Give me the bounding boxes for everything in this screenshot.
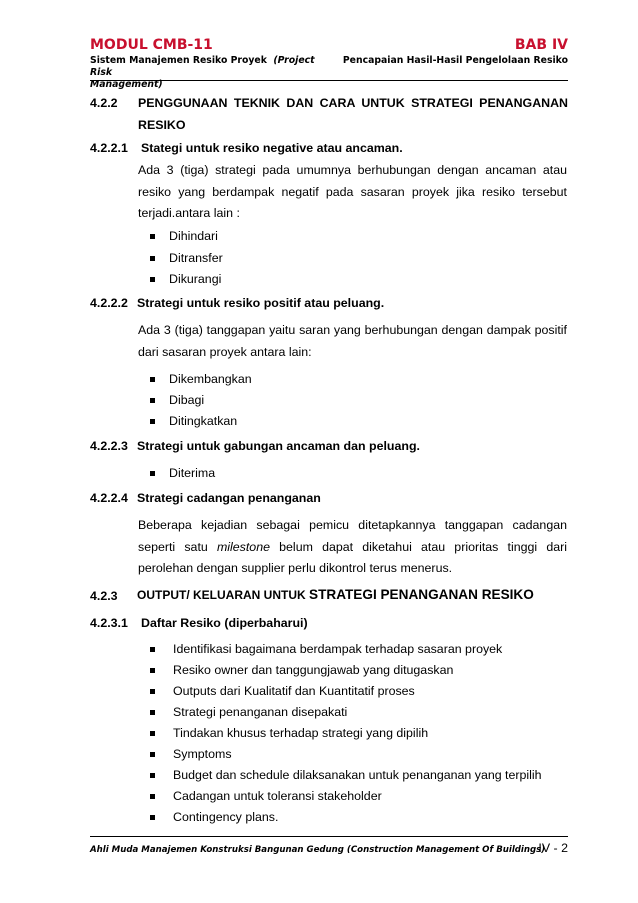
subsection-title: Stategi untuk resiko negative atau ancaman. xyxy=(141,141,403,155)
bullet-icon xyxy=(150,668,155,673)
subsection-title: Strategi untuk gabungan ancaman dan peluang. xyxy=(137,439,420,453)
bullet-icon xyxy=(150,689,155,694)
bullet-icon xyxy=(150,398,155,403)
page-number: IV - 2 xyxy=(538,841,568,855)
list-item: Symptoms xyxy=(173,747,232,761)
header-subtitle-left-b: (Project Risk xyxy=(90,55,315,78)
bullet-icon xyxy=(150,794,155,799)
section-title-line2: RESIKO xyxy=(138,118,186,132)
list-item: Tindakan khusus terhadap strategi yang dipilih xyxy=(173,726,429,740)
paragraph-part: belum dapat diketahui atau prioritas tinggi dari perolehan dengan supplier perlu dikontrol terus menerus. xyxy=(138,539,567,575)
chapter-title: BAB IV xyxy=(514,37,568,53)
list-item: Ditingkatkan xyxy=(169,414,238,428)
subsection-number: 4.2.2.3 xyxy=(90,439,128,453)
subsection-title: Strategi untuk resiko positif atau peluang. xyxy=(137,296,385,310)
paragraph: Ada 3 (tiga) strategi pada umumnya berhubungan dengan ancaman atau resiko yang berdampak negatif pada sasaran proyek jika resiko tersebut terjadi.antara lain : xyxy=(138,163,567,220)
header-subtitle-left-a: Sistem Manajemen Resiko Proyek xyxy=(90,55,274,66)
bullet-icon xyxy=(150,256,155,261)
header-subtitle-left xyxy=(90,55,320,91)
header-rule xyxy=(90,80,568,81)
bullet-icon xyxy=(150,710,155,715)
list-item: Dikurangi xyxy=(169,272,222,286)
list-item: Cadangan untuk toleransi stakeholder xyxy=(173,789,382,803)
subsection-number: 4.2.2.4 xyxy=(90,491,128,505)
bullet-icon xyxy=(150,815,155,820)
subsection-title: Daftar Resiko (diperbaharui) xyxy=(141,616,308,630)
header-subtitle-right: Pencapaian Hasil-Hasil Pengelolaan Resiko xyxy=(342,55,568,66)
bullet-icon xyxy=(150,419,155,424)
list-item: Dikembangkan xyxy=(169,372,252,386)
bullet-icon xyxy=(150,377,155,382)
section-number: 4.2.2 xyxy=(90,96,118,110)
list-item: Ditransfer xyxy=(169,251,223,265)
list-item: Dibagi xyxy=(169,393,205,407)
subsection-number: 4.2.3.1 xyxy=(90,616,128,630)
section-title-small: OUTPUT/ KELUARAN UNTUK xyxy=(137,588,309,602)
bullet-icon xyxy=(150,773,155,778)
bullet-icon xyxy=(150,471,155,476)
module-title: MODUL CMB-11 xyxy=(90,37,213,53)
list-item: Budget dan schedule dilaksanakan untuk penanganan yang terpilih xyxy=(173,768,542,782)
section-title-large: STRATEGI PENANGANAN RESIKO xyxy=(309,587,534,602)
subsection-number: 4.2.2.2 xyxy=(90,296,128,310)
milestone-term: milestone xyxy=(216,539,270,554)
list-item: Dihindari xyxy=(169,229,218,243)
bullet-icon xyxy=(150,647,155,652)
subsection-title: Strategi cadangan penanganan xyxy=(137,491,321,505)
section-title-line1: PENGGUNAAN TEKNIK DAN CARA UNTUK STRATEGI PENANGANAN xyxy=(138,96,568,110)
bullet-icon xyxy=(150,234,155,239)
header-subtitle-left-c: Management) xyxy=(90,79,163,90)
section-title xyxy=(137,587,534,602)
subsection-number: 4.2.2.1 xyxy=(90,141,128,155)
paragraph: Ada 3 (tiga) tanggapan yaitu saran yang berhubungan dengan dampak positif dari sasaran proyek antara lain: xyxy=(138,323,567,359)
footer-rule xyxy=(90,836,568,837)
list-item: Outputs dari Kualitatif dan Kuantitatif proses xyxy=(173,684,415,698)
bullet-icon xyxy=(150,731,155,736)
footer-text: Ahli Muda Manajemen Konstruksi Bangunan Gedung (Construction Management Of Buildings) xyxy=(90,845,546,855)
list-item: Resiko owner dan tanggungjawab yang ditugaskan xyxy=(173,663,454,677)
section-number: 4.2.3 xyxy=(90,589,118,603)
bullet-icon xyxy=(150,752,155,757)
list-item: Contingency plans. xyxy=(173,810,279,824)
paragraph-part: Beberapa kejadian sebagai pemicu ditetapkannya tanggapan cadangan seperti satu xyxy=(138,518,567,554)
list-item: Identifikasi bagaimana berdampak terhadap sasaran proyek xyxy=(173,642,503,656)
bullet-icon xyxy=(150,277,155,282)
list-item: Diterima xyxy=(169,466,216,480)
list-item: Strategi penanganan disepakati xyxy=(173,705,348,719)
paragraph xyxy=(138,515,567,580)
